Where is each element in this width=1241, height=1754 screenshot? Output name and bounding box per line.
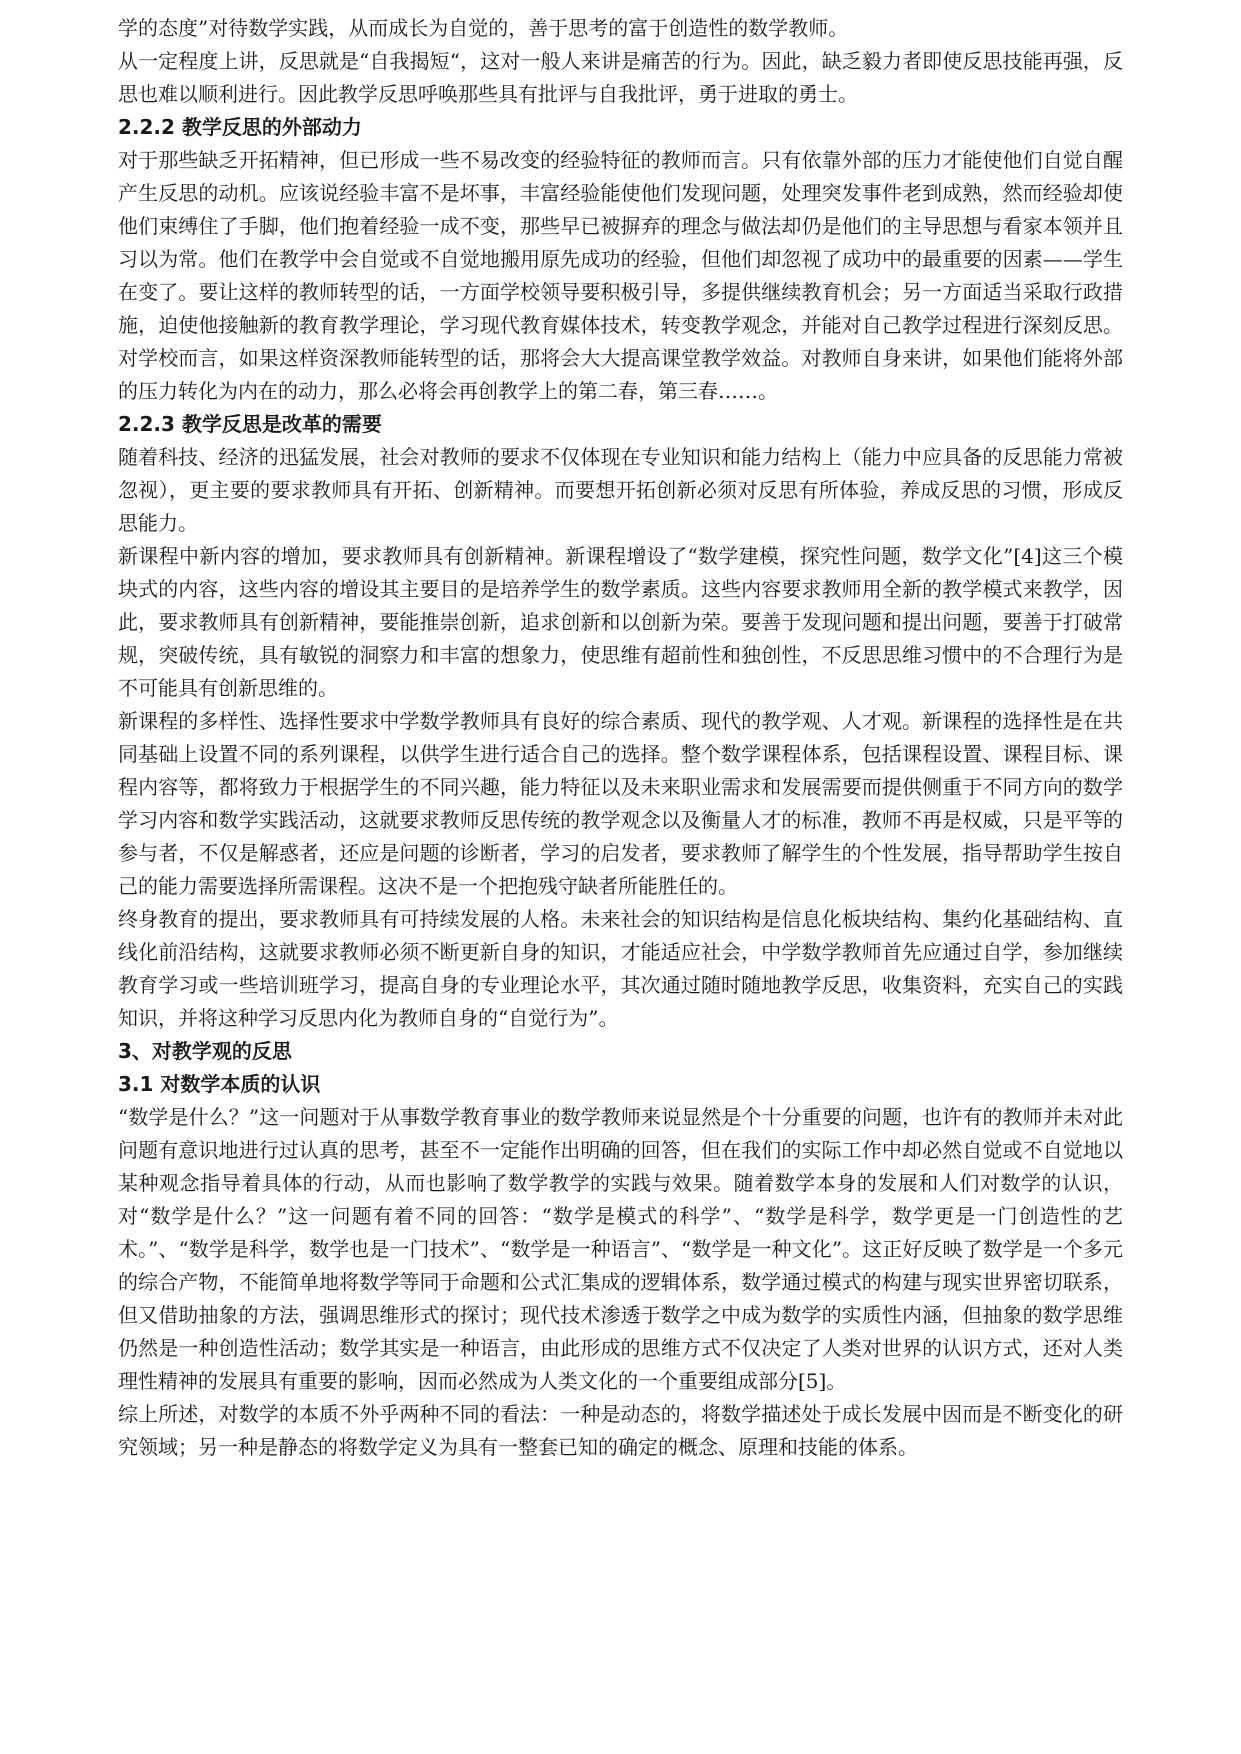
paragraph-summary-views: 综上所述，对数学的本质不外乎两种不同的看法：一种是动态的，将数学描述处于成长发展中因而是不断变化的研究领域；另一种是静态的将数学定义为具有一整套已知的确定的概念、原理和技能的体系。 xyxy=(118,1402,1123,1459)
section-heading-3-1: 3.1 对数学本质的认识 xyxy=(118,1072,321,1096)
paragraph-self-exposure: 从一定程度上讲，反思就是“自我揭短“，这对一般人来讲是痛苦的行为。因此，缺乏毅力者即使反思技能再强，反思也难以顺利进行。因此教学反思呼唤那些具有批评与自我批评，勇于进取的勇士。 xyxy=(118,49,1123,106)
document-page xyxy=(118,12,1123,1464)
paragraph-external-motivation: 对于那些缺乏开拓精神，但已形成一些不易改变的经验特征的教师而言。只有依靠外部的压力才能使他们自觉自醒产生反思的动机。应该说经验丰富不是坏事，丰富经验能使他们发现问题，处理突发事件老到成熟，然而经验却使他们束缚住了手脚，他们抱着经验一成不变，那些早已被摒弃的理念与做法却仍是他们的主导思想与看家本领并且习以为常。他们在教学中会自觉或不自觉地搬用原先成功的经验，但他们却忽视了成功中的最重要的因素——学生在变了。要让这样的教师转型的话，一方面学校领导要积极引导，多提供继续教育机会；另一方面适当采取行政措施，迫使他接触新的教育教学理论，学习现代教育媒体技术，转变教学观念，并能对自己教学过程进行深刻反思。对学校而言，如果这样资深教师能转型的话，那将会大大提高课堂教学效益。对教师自身来讲，如果他们能将外部的压力转化为内在的动力，那么必将会再创教学上的第二春，第三春……。 xyxy=(118,148,1123,403)
paragraph-curriculum-diversity: 新课程的多样性、选择性要求中学数学教师具有良好的综合素质、现代的教学观、人才观。新课程的选择性是在共同基础上设置不同的系列课程，以供学生进行适合自己的选择。整个数学课程体系，包括课程设置、课程目标、课程内容等，都将致力于根据学生的不同兴趣，能力特征以及未来职业需求和发展需要而提供侧重于不同方向的数学学习内容和数学实践活动，这就要求教师反思传统的教学观念以及衡量人才的标准，教师不再是权威，只是平等的参与者，不仅是解惑者，还应是问题的诊断者，学习的启发者，要求教师了解学生的个性发展，指导帮助学生按自己的能力需要选择所需课程。这决不是一个把抱残守缺者所能胜任的。 xyxy=(118,709,1123,898)
section-heading-2-2-3: 2.2.3 教学反思是改革的需要 xyxy=(118,412,382,436)
section-heading-3: 3、对教学观的反思 xyxy=(118,1039,292,1063)
paragraph-continued-attitude: 学的态度”对待数学实践，从而成长为自觉的，善于思考的富于创造性的数学教师。 xyxy=(118,16,849,40)
section-heading-2-2-2: 2.2.2 教学反思的外部动力 xyxy=(118,115,362,139)
paragraph-new-curriculum-content: 新课程中新内容的增加，要求教师具有创新精神。新课程增设了“数学建模，探究性问题，数学文化”[4]这三个模块式的内容，这些内容的增设其主要目的是培养学生的数学素质。这些内容要求教师用全新的教学模式来教学，因此，要求教师具有创新精神，要能推崇创新，追求创新和以创新为荣。要善于发现问题和提出问题，要善于打破常规，突破传统，具有敏锐的洞察力和丰富的想象力，使思维有超前性和独创性，不反思思维习惯中的不合理行为是不可能具有创新思维的。 xyxy=(118,544,1123,700)
paragraph-tech-economy: 随着科技、经济的迅猛发展，社会对教师的要求不仅体现在专业知识和能力结构上（能力中应具备的反思能力常被忽视），更主要的要求教师具有开拓、创新精神。而要想开拓创新必须对反思有所体验，养成反思的习惯，形成反思能力。 xyxy=(118,445,1123,535)
paragraph-lifelong-education: 终身教育的提出，要求教师具有可持续发展的人格。未来社会的知识结构是信息化板块结构、集约化基础结构、直线化前沿结构，这就要求教师必须不断更新自身的知识，才能适应社会，中学数学教师首先应通过自学，参加继续教育学习或一些培训班学习，提高自身的专业理论水平，其次通过随时随地教学反思，收集资料，充实自己的实践知识，并将这种学习反思内化为教师自身的“自觉行为”。 xyxy=(118,907,1123,1030)
paragraph-what-is-math: “数学是什么？”这一问题对于从事数学教育事业的数学教师来说显然是个十分重要的问题，也许有的教师并未对此问题有意识地进行过认真的思考，甚至不一定能作出明确的回答，但在我们的实际工作中却必然自觉或不自觉地以某种观念指导着具体的行动，从而也影响了数学教学的实践与效果。随着数学本身的发展和人们对数学的认识，对“数学是什么？”这一问题有着不同的回答：“数学是模式的科学”、“数学是科学，数学更是一门创造性的艺术。”、“数学是科学，数学也是一门技术”、“数学是一种语言”、“数学是一种文化”。这正好反映了数学是一个多元的综合产物，不能简单地将数学等同于命题和公式汇集成的逻辑体系，数学通过模式的构建与现实世界密切联系，但又借助抽象的方法，强调思维形式的探讨；现代技术渗透于数学之中成为数学的实质性内涵，但抽象的数学思维仍然是一种创造性活动；数学其实是一种语言，由此形成的思维方式不仅决定了人类对世界的认识方式，还对人类理性精神的发展具有重要的影响，因而必然成为人类文化的一个重要组成部分[5]。 xyxy=(118,1105,1123,1393)
